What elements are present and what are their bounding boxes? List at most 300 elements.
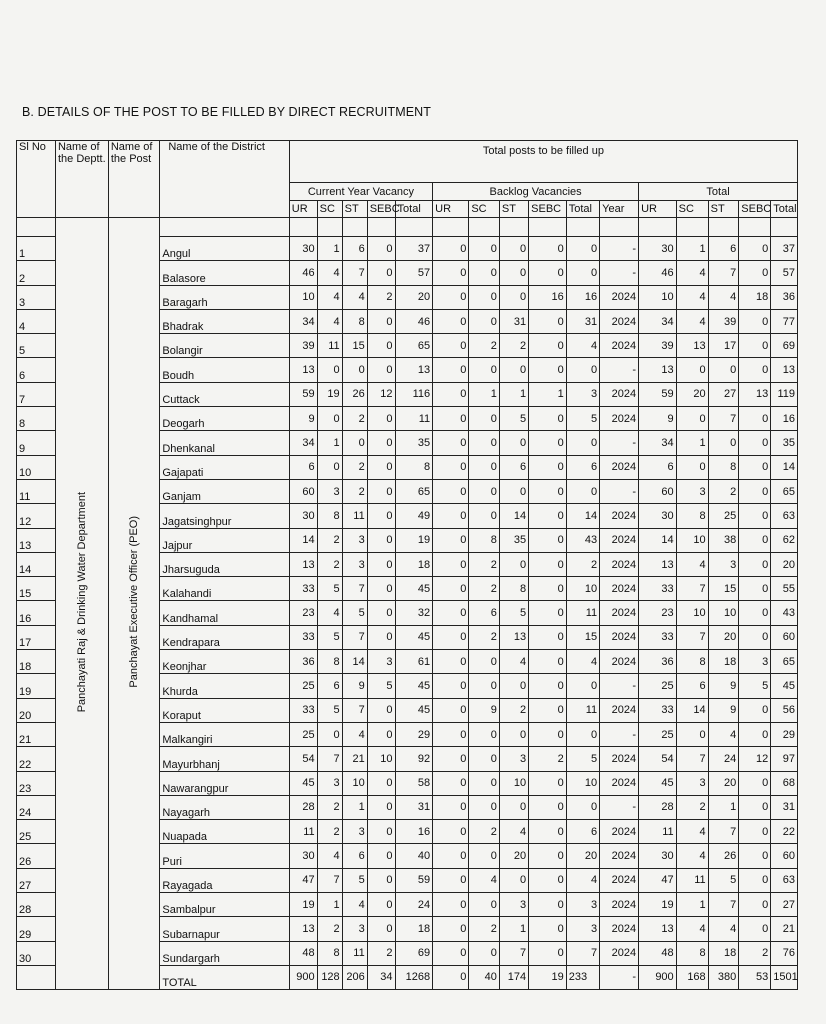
value-cell: 2024 (600, 868, 639, 892)
serial-number: 2 (17, 261, 56, 285)
value-cell: 0 (676, 358, 708, 382)
value-cell: 25 (639, 674, 677, 698)
value-cell: 23 (289, 601, 317, 625)
value-cell: 0 (469, 722, 500, 746)
serial-number: 11 (17, 479, 56, 503)
total-value: 206 (342, 965, 367, 989)
value-cell: 0 (676, 455, 708, 479)
value-cell: 4 (676, 844, 708, 868)
total-value: 1501 (771, 965, 798, 989)
value-cell: 0 (433, 795, 469, 819)
value-cell: 39 (708, 309, 739, 333)
value-cell: 0 (317, 407, 342, 431)
value-cell: 0 (469, 941, 500, 965)
value-cell: 60 (771, 625, 798, 649)
district-name: Rayagada (160, 868, 289, 892)
value-cell: 0 (469, 237, 500, 261)
value-cell: 0 (367, 917, 395, 941)
value-cell: - (600, 479, 639, 503)
value-cell: 0 (469, 407, 500, 431)
value-cell: 20 (676, 382, 708, 406)
value-cell: 2 (469, 552, 500, 576)
value-cell: 2 (317, 552, 342, 576)
value-cell: 1 (317, 893, 342, 917)
value-cell: 13 (639, 358, 677, 382)
value-cell: 4 (708, 722, 739, 746)
value-cell: 5 (367, 674, 395, 698)
value-cell: 57 (395, 261, 433, 285)
value-cell: 13 (395, 358, 433, 382)
serial-number: 14 (17, 552, 56, 576)
value-cell: 92 (395, 747, 433, 771)
value-cell: 4 (342, 893, 367, 917)
serial-number: 15 (17, 577, 56, 601)
value-cell: 54 (639, 747, 677, 771)
value-cell: 8 (708, 455, 739, 479)
value-cell: 0 (529, 455, 567, 479)
value-cell: 0 (367, 407, 395, 431)
value-cell: 8 (317, 941, 342, 965)
year-cell: 3 (566, 917, 599, 941)
value-cell: 2 (499, 334, 528, 358)
subheader-backlog-ur: UR (433, 201, 469, 218)
total-value: 900 (639, 965, 677, 989)
value-cell: 4 (499, 820, 528, 844)
value-cell: 0 (739, 261, 771, 285)
value-cell: 29 (771, 722, 798, 746)
value-cell: 9 (708, 674, 739, 698)
year-cell: 10 (566, 577, 599, 601)
value-cell: 0 (367, 868, 395, 892)
value-cell: 65 (771, 479, 798, 503)
value-cell: 0 (367, 504, 395, 528)
district-name: Puri (160, 844, 289, 868)
value-cell: 4 (342, 285, 367, 309)
value-cell: 0 (367, 431, 395, 455)
value-cell: 45 (639, 771, 677, 795)
year-cell: 10 (566, 771, 599, 795)
year-cell: 2 (566, 552, 599, 576)
value-cell: 0 (433, 625, 469, 649)
post-cell (108, 218, 160, 990)
value-cell: 23 (639, 601, 677, 625)
value-cell: 7 (676, 747, 708, 771)
serial-number: 10 (17, 455, 56, 479)
total-value: 380 (708, 965, 739, 989)
district-name: Baragarh (160, 285, 289, 309)
value-cell: 0 (739, 309, 771, 333)
value-cell: 0 (367, 455, 395, 479)
district-name: Kendrapara (160, 625, 289, 649)
value-cell: 0 (469, 795, 500, 819)
value-cell: 4 (676, 309, 708, 333)
value-cell: 0 (739, 334, 771, 358)
value-cell: 27 (708, 382, 739, 406)
value-cell: 0 (529, 577, 567, 601)
value-cell: 28 (289, 795, 317, 819)
value-cell: 5 (739, 674, 771, 698)
value-cell: 11 (395, 407, 433, 431)
district-name: Jagatsinghpur (160, 504, 289, 528)
value-cell: 10 (289, 285, 317, 309)
value-cell: 0 (739, 577, 771, 601)
value-cell: 56 (771, 698, 798, 722)
value-cell: 0 (499, 431, 528, 455)
subheader-total-sebc: SEBC (739, 201, 771, 218)
value-cell: 2 (469, 820, 500, 844)
value-cell: 16 (395, 820, 433, 844)
year-cell: 3 (566, 382, 599, 406)
serial-number: 13 (17, 528, 56, 552)
value-cell: 0 (433, 479, 469, 503)
value-cell: 0 (676, 407, 708, 431)
value-cell: 0 (433, 504, 469, 528)
value-cell: 2024 (600, 528, 639, 552)
value-cell: 0 (739, 820, 771, 844)
value-cell: 0 (469, 285, 500, 309)
value-cell: 2 (342, 479, 367, 503)
value-cell: 8 (676, 650, 708, 674)
value-cell: 2 (469, 917, 500, 941)
value-cell: 12 (367, 382, 395, 406)
value-cell: 0 (433, 285, 469, 309)
value-cell: 0 (317, 455, 342, 479)
value-cell: 25 (289, 722, 317, 746)
value-cell: 0 (499, 261, 528, 285)
value-cell: 30 (639, 844, 677, 868)
value-cell: 0 (433, 771, 469, 795)
value-cell: 7 (708, 407, 739, 431)
value-cell: 14 (771, 455, 798, 479)
value-cell: 0 (499, 868, 528, 892)
value-cell: 1 (317, 237, 342, 261)
value-cell: 1 (499, 382, 528, 406)
value-cell: 0 (529, 625, 567, 649)
value-cell: 0 (469, 844, 500, 868)
value-cell: 0 (739, 625, 771, 649)
serial-number: 19 (17, 674, 56, 698)
value-cell: 0 (433, 601, 469, 625)
value-cell: 34 (639, 431, 677, 455)
recruitment-table (16, 140, 798, 990)
total-value: 34 (367, 965, 395, 989)
value-cell: 4 (676, 285, 708, 309)
value-cell: 30 (639, 237, 677, 261)
value-cell: 0 (367, 261, 395, 285)
value-cell: 27 (771, 893, 798, 917)
district-name: Malkangiri (160, 722, 289, 746)
value-cell: 34 (289, 309, 317, 333)
value-cell: 0 (469, 261, 500, 285)
year-cell: 0 (566, 431, 599, 455)
value-cell: 38 (708, 528, 739, 552)
subheader-total-total: Total (771, 201, 798, 218)
value-cell: 2024 (600, 625, 639, 649)
value-cell: 48 (639, 941, 677, 965)
value-cell: 37 (395, 237, 433, 261)
value-cell: 0 (367, 893, 395, 917)
district-name: Deogarh (160, 407, 289, 431)
value-cell: 2 (342, 407, 367, 431)
value-cell: 0 (433, 674, 469, 698)
serial-number: 8 (17, 407, 56, 431)
value-cell: 0 (529, 261, 567, 285)
year-cell: 6 (566, 455, 599, 479)
serial-number: 21 (17, 722, 56, 746)
value-cell: 0 (529, 431, 567, 455)
value-cell: 10 (499, 771, 528, 795)
value-cell: 14 (289, 528, 317, 552)
value-cell: 18 (739, 285, 771, 309)
value-cell: 0 (469, 504, 500, 528)
value-cell: 0 (342, 358, 367, 382)
serial-number: 30 (17, 941, 56, 965)
value-cell: 0 (433, 382, 469, 406)
value-cell: 8 (342, 309, 367, 333)
value-cell: 0 (433, 358, 469, 382)
value-cell: 26 (708, 844, 739, 868)
value-cell: 0 (433, 820, 469, 844)
value-cell: 0 (469, 479, 500, 503)
value-cell: 0 (529, 650, 567, 674)
value-cell: 0 (317, 358, 342, 382)
value-cell: 0 (367, 577, 395, 601)
value-cell: 7 (317, 747, 342, 771)
value-cell: 63 (771, 868, 798, 892)
value-cell: 20 (708, 625, 739, 649)
value-cell: 0 (433, 407, 469, 431)
value-cell: 0 (529, 795, 567, 819)
value-cell: 59 (289, 382, 317, 406)
year-cell: 4 (566, 650, 599, 674)
value-cell: 0 (367, 334, 395, 358)
value-cell: 63 (771, 504, 798, 528)
district-name: Sundargarh (160, 941, 289, 965)
total-value: 19 (529, 965, 567, 989)
value-cell: 2024 (600, 844, 639, 868)
value-cell: 0 (433, 528, 469, 552)
value-cell: 0 (469, 358, 500, 382)
value-cell: 0 (529, 358, 567, 382)
value-cell: 13 (289, 358, 317, 382)
value-cell: 39 (639, 334, 677, 358)
value-cell: 14 (676, 698, 708, 722)
value-cell: 29 (395, 722, 433, 746)
value-cell: 0 (739, 479, 771, 503)
value-cell: 116 (395, 382, 433, 406)
value-cell: 5 (499, 601, 528, 625)
value-cell: 13 (771, 358, 798, 382)
value-cell: 19 (639, 893, 677, 917)
value-cell: 7 (499, 941, 528, 965)
serial-number: 27 (17, 868, 56, 892)
year-cell: 15 (566, 625, 599, 649)
year-cell: 43 (566, 528, 599, 552)
value-cell: 65 (395, 334, 433, 358)
value-cell: 4 (317, 261, 342, 285)
value-cell: 7 (708, 893, 739, 917)
value-cell: 2024 (600, 917, 639, 941)
value-cell: 35 (499, 528, 528, 552)
value-cell: 0 (367, 309, 395, 333)
value-cell: 0 (739, 431, 771, 455)
value-cell: 30 (639, 504, 677, 528)
value-cell: 7 (676, 577, 708, 601)
total-value: 1268 (395, 965, 433, 989)
value-cell: 4 (676, 917, 708, 941)
value-cell: 21 (342, 747, 367, 771)
value-cell: 2 (739, 941, 771, 965)
value-cell: 15 (342, 334, 367, 358)
value-cell: 0 (367, 820, 395, 844)
value-cell: 4 (708, 917, 739, 941)
value-cell: 0 (469, 309, 500, 333)
subheader-current-sc: SC (317, 201, 342, 218)
value-cell: 33 (639, 625, 677, 649)
district-name: Kalahandi (160, 577, 289, 601)
value-cell: 2024 (600, 698, 639, 722)
value-cell: 0 (739, 698, 771, 722)
year-cell: 3 (566, 893, 599, 917)
value-cell: 0 (529, 601, 567, 625)
year-cell: 7 (566, 941, 599, 965)
value-cell: 45 (395, 577, 433, 601)
value-cell: 0 (739, 795, 771, 819)
value-cell: 14 (342, 650, 367, 674)
subheader-backlog-st: ST (499, 201, 528, 218)
total-value: 0 (433, 965, 469, 989)
value-cell: 2 (367, 941, 395, 965)
value-cell: 6 (289, 455, 317, 479)
value-cell: 2024 (600, 601, 639, 625)
value-cell: 0 (499, 552, 528, 576)
value-cell: 25 (289, 674, 317, 698)
value-cell: 4 (676, 552, 708, 576)
serial-number: 3 (17, 285, 56, 309)
value-cell: 0 (499, 722, 528, 746)
value-cell: 4 (317, 844, 342, 868)
subheader-current-sebc: SEBC (367, 201, 395, 218)
value-cell: 0 (367, 479, 395, 503)
serial-number: 25 (17, 820, 56, 844)
header-current-year: Current Year Vacancy (289, 183, 432, 201)
value-cell: 3 (342, 917, 367, 941)
serial-number: 18 (17, 650, 56, 674)
value-cell: 8 (395, 455, 433, 479)
subheader-backlog-year: Year (600, 201, 639, 218)
value-cell: 10 (708, 601, 739, 625)
value-cell: 0 (499, 237, 528, 261)
value-cell: 16 (771, 407, 798, 431)
district-name: Jharsuguda (160, 552, 289, 576)
district-name: Nuapada (160, 820, 289, 844)
value-cell: 97 (771, 747, 798, 771)
subheader-current-ur: UR (289, 201, 317, 218)
value-cell: - (600, 237, 639, 261)
value-cell: 31 (771, 795, 798, 819)
value-cell: 10 (639, 285, 677, 309)
value-cell: 33 (289, 577, 317, 601)
value-cell: 3 (367, 650, 395, 674)
value-cell: 32 (395, 601, 433, 625)
value-cell: 24 (708, 747, 739, 771)
value-cell: 33 (639, 698, 677, 722)
header-backlog: Backlog Vacancies (433, 183, 639, 201)
value-cell: 45 (395, 625, 433, 649)
value-cell: 0 (739, 455, 771, 479)
district-name: Koraput (160, 698, 289, 722)
value-cell: 9 (342, 674, 367, 698)
value-cell: 0 (367, 771, 395, 795)
value-cell: 3 (676, 771, 708, 795)
year-cell: 20 (566, 844, 599, 868)
value-cell: 20 (499, 844, 528, 868)
value-cell: 0 (367, 358, 395, 382)
value-cell: 45 (771, 674, 798, 698)
value-cell: 3 (739, 650, 771, 674)
value-cell: 0 (433, 722, 469, 746)
value-cell: 2 (367, 285, 395, 309)
value-cell: 2024 (600, 382, 639, 406)
district-name: Dhenkanal (160, 431, 289, 455)
value-cell: 59 (395, 868, 433, 892)
value-cell: 45 (395, 698, 433, 722)
value-cell: 69 (771, 334, 798, 358)
value-cell: 11 (639, 820, 677, 844)
value-cell: 6 (342, 844, 367, 868)
value-cell: 0 (529, 237, 567, 261)
year-cell: 0 (566, 479, 599, 503)
value-cell: 5 (708, 868, 739, 892)
year-cell: 5 (566, 747, 599, 771)
value-cell: 7 (708, 261, 739, 285)
department-name: Panchayati Raj & Drinking Water Department (75, 491, 88, 713)
year-cell: 0 (566, 358, 599, 382)
value-cell: 31 (499, 309, 528, 333)
value-cell: 0 (739, 868, 771, 892)
year-cell: 11 (566, 698, 599, 722)
value-cell: 7 (342, 577, 367, 601)
value-cell: 22 (771, 820, 798, 844)
value-cell: 40 (395, 844, 433, 868)
value-cell: 0 (367, 722, 395, 746)
district-name: Nayagarh (160, 795, 289, 819)
value-cell: 2024 (600, 577, 639, 601)
value-cell: 18 (395, 552, 433, 576)
value-cell: 34 (639, 309, 677, 333)
value-cell: 30 (289, 237, 317, 261)
value-cell: 68 (771, 771, 798, 795)
value-cell: 0 (433, 747, 469, 771)
value-cell: 0 (529, 917, 567, 941)
value-cell: 0 (739, 722, 771, 746)
value-cell: 0 (529, 479, 567, 503)
value-cell: - (600, 795, 639, 819)
year-cell: 0 (566, 795, 599, 819)
district-name: Bolangir (160, 334, 289, 358)
value-cell: 0 (739, 504, 771, 528)
value-cell: 10 (342, 771, 367, 795)
value-cell: 5 (499, 407, 528, 431)
year-cell: 11 (566, 601, 599, 625)
value-cell: 47 (289, 868, 317, 892)
district-name: Sambalpur (160, 893, 289, 917)
total-value: 53 (739, 965, 771, 989)
value-cell: 7 (342, 261, 367, 285)
value-cell: 5 (342, 868, 367, 892)
value-cell: 2024 (600, 285, 639, 309)
value-cell: 12 (739, 747, 771, 771)
